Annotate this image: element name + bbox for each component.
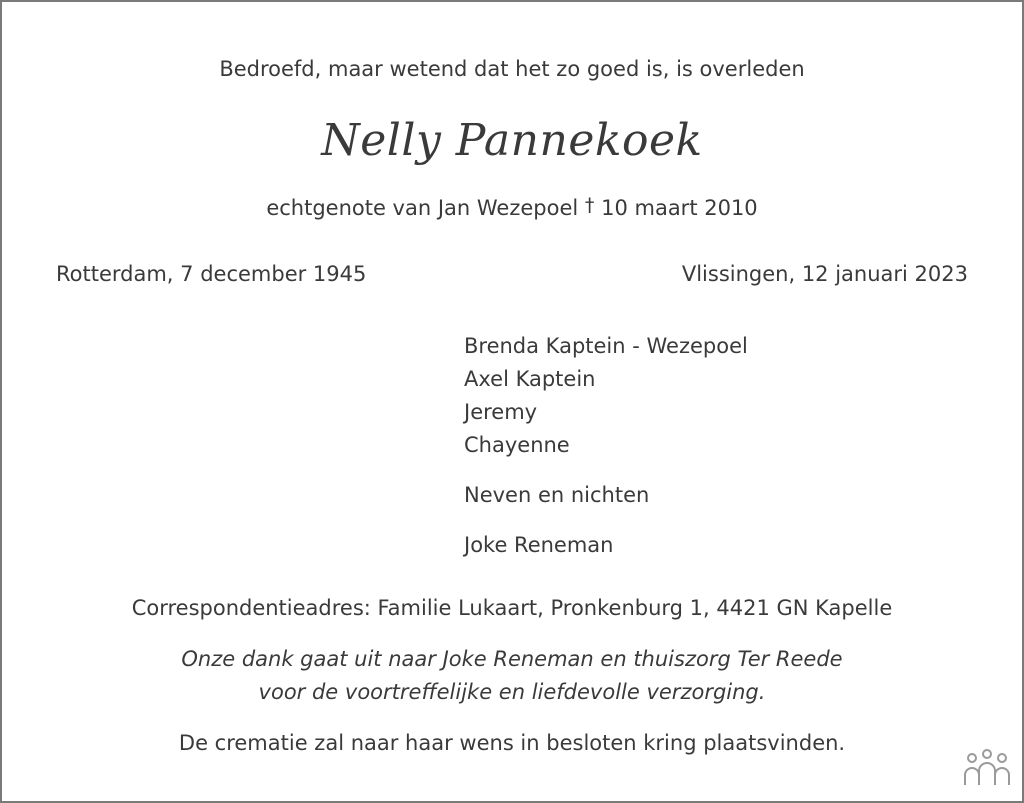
spouse-line (2, 194, 1022, 220)
family-group-icon (962, 747, 1012, 787)
cremation-notice: De crematie zal naar haar wens in besloten kring plaatsvinden. (178, 731, 846, 755)
spouse-name: echtgenote van Jan Wezepoel (266, 196, 579, 220)
relative-name: Chayenne (464, 433, 570, 457)
relative-name: Jeremy (464, 400, 538, 424)
cross-icon: † (584, 194, 595, 216)
thanks-line-2: voor de voortreffelijke en liefdevolle verzorging. (258, 680, 766, 704)
relatives-list (464, 330, 748, 562)
death-place-date: Vlissingen, 12 januari 2023 (681, 262, 968, 286)
relative-name: Axel Kaptein (464, 367, 596, 391)
relatives-family-group (464, 330, 748, 462)
thanks-line-1: Onze dank gaat uit naar Joke Reneman en thuiszorg Ter Reede (181, 647, 843, 671)
relatives-other: Joke Reneman (464, 533, 614, 557)
correspondence-address: Correspondentieadres: Familie Lukaart, Pronkenburg 1, 4421 GN Kapelle (131, 596, 893, 620)
relative-name: Brenda Kaptein - Wezepoel (464, 334, 748, 358)
deceased-name: Nelly Pannekoek (321, 115, 703, 166)
intro-text: Bedroefd, maar wetend dat het zo goed is, is overleden (219, 57, 805, 81)
birth-place-date: Rotterdam, 7 december 1945 (56, 262, 367, 286)
spouse-death-date: 10 maart 2010 (601, 196, 758, 220)
relatives-extended: Neven en nichten (464, 483, 650, 507)
